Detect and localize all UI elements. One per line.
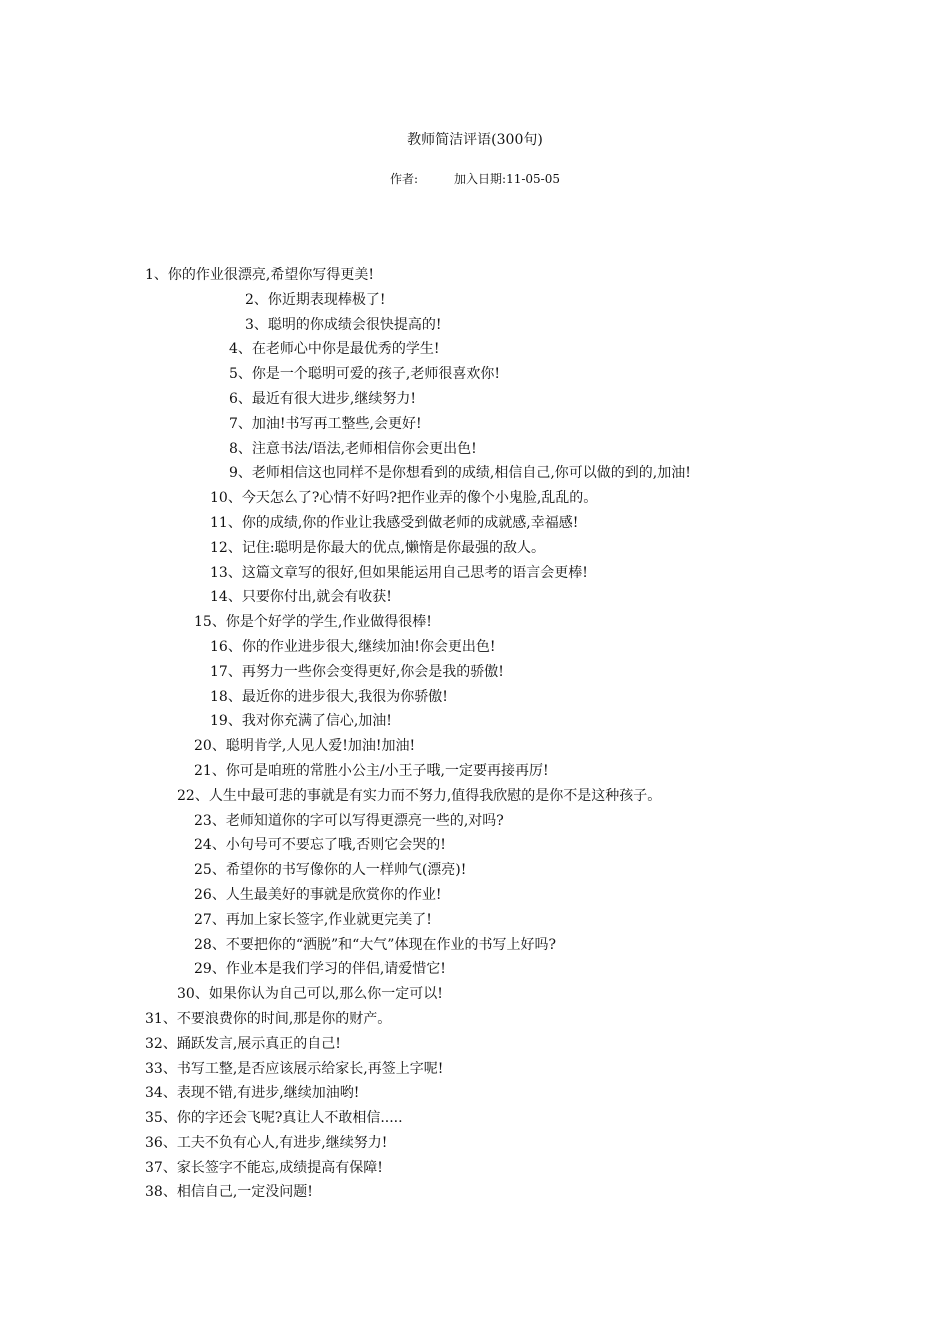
list-item: 16、你的作业进步很大,继续加油!你会更出色! bbox=[210, 638, 496, 655]
list-item: 14、只要你付出,就会有收获! bbox=[210, 589, 392, 606]
list-item: 19、我对你充满了信心,加油! bbox=[210, 713, 392, 730]
list-item: 25、希望你的书写像你的人一样帅气(漂亮)! bbox=[194, 862, 467, 879]
list-item: 9、老师相信这也同样不是你想看到的成绩,相信自己,你可以做的到的,加油! bbox=[229, 465, 691, 482]
list-item: 15、你是个好学的学生,作业做得很棒! bbox=[194, 614, 432, 631]
list-item: 17、再努力一些你会变得更好,你会是我的骄傲! bbox=[210, 663, 504, 680]
list-item: 30、如果你认为自己可以,那么你一定可以! bbox=[177, 986, 443, 1003]
document-title: 教师简洁评语(300句) bbox=[407, 132, 543, 148]
list-item: 21、你可是咱班的常胜小公主/小王子哦,一定要再接再厉! bbox=[194, 762, 549, 779]
list-item: 29、作业本是我们学习的伴侣,请爱惜它! bbox=[194, 961, 446, 978]
list-item: 6、最近有很大进步,继续努力! bbox=[229, 390, 416, 407]
date-label: 加入日期:11-05-05 bbox=[454, 172, 560, 186]
list-item: 12、记住:聪明是你最大的优点,懒惰是你最强的敌人。 bbox=[210, 539, 545, 556]
list-item: 8、注意书法/语法,老师相信你会更出色! bbox=[229, 440, 477, 457]
list-item: 2、你近期表现棒极了! bbox=[245, 291, 386, 308]
document-meta bbox=[0, 171, 950, 187]
list-item: 13、这篇文章写的很好,但如果能运用自己思考的语言会更棒! bbox=[210, 564, 588, 581]
list-item: 4、在老师心中你是最优秀的学生! bbox=[229, 341, 440, 358]
list-item: 1、你的作业很漂亮,希望你写得更美! bbox=[145, 267, 374, 283]
list-item: 11、你的成绩,你的作业让我感受到做老师的成就感,幸福感! bbox=[210, 514, 579, 531]
list-item: 27、再加上家长签字,作业就更完美了! bbox=[194, 911, 432, 928]
comment-list bbox=[0, 263, 950, 1205]
list-item: 23、老师知道你的字可以写得更漂亮一些的,对吗? bbox=[194, 812, 504, 829]
list-item: 20、聪明肯学,人见人爱!加油!加油! bbox=[194, 738, 416, 755]
list-item: 35、你的字还会飞呢?真让人不敢相信..... bbox=[145, 1110, 403, 1127]
list-item: 26、人生最美好的事就是欣赏你的作业! bbox=[194, 886, 442, 903]
list-item: 22、人生中最可悲的事就是有实力而不努力,值得我欣慰的是你不是这种孩子。 bbox=[177, 787, 662, 804]
list-item: 34、表现不错,有进步,继续加油哟! bbox=[145, 1085, 360, 1102]
list-item: 38、相信自己,一定没问题! bbox=[145, 1184, 313, 1201]
list-item: 18、最近你的进步很大,我很为你骄傲! bbox=[210, 688, 448, 705]
list-item: 33、书写工整,是否应该展示给家长,再签上字呢! bbox=[145, 1060, 444, 1077]
list-item: 28、不要把你的“洒脱”和“大气”体现在作业的书写上好吗? bbox=[194, 936, 556, 953]
author-label: 作者: bbox=[389, 172, 419, 186]
list-item: 31、不要浪费你的时间,那是你的财产。 bbox=[145, 1010, 392, 1027]
list-item: 10、今天怎么了?心情不好吗?把作业弄的像个小鬼脸,乱乱的。 bbox=[210, 490, 598, 507]
list-item: 24、小句号可不要忘了哦,否则它会哭的! bbox=[194, 837, 446, 854]
list-item: 37、家长签字不能忘,成绩提高有保障! bbox=[145, 1159, 383, 1176]
list-item: 36、工夫不负有心人,有进步,继续努力! bbox=[145, 1134, 388, 1151]
list-item: 7、加油!书写再工整些,会更好! bbox=[229, 415, 422, 432]
list-item: 5、你是一个聪明可爱的孩子,老师很喜欢你! bbox=[229, 366, 500, 383]
list-item: 32、踊跃发言,展示真正的自己! bbox=[145, 1035, 341, 1052]
list-item: 3、聪明的你成绩会很快提高的! bbox=[245, 316, 442, 333]
